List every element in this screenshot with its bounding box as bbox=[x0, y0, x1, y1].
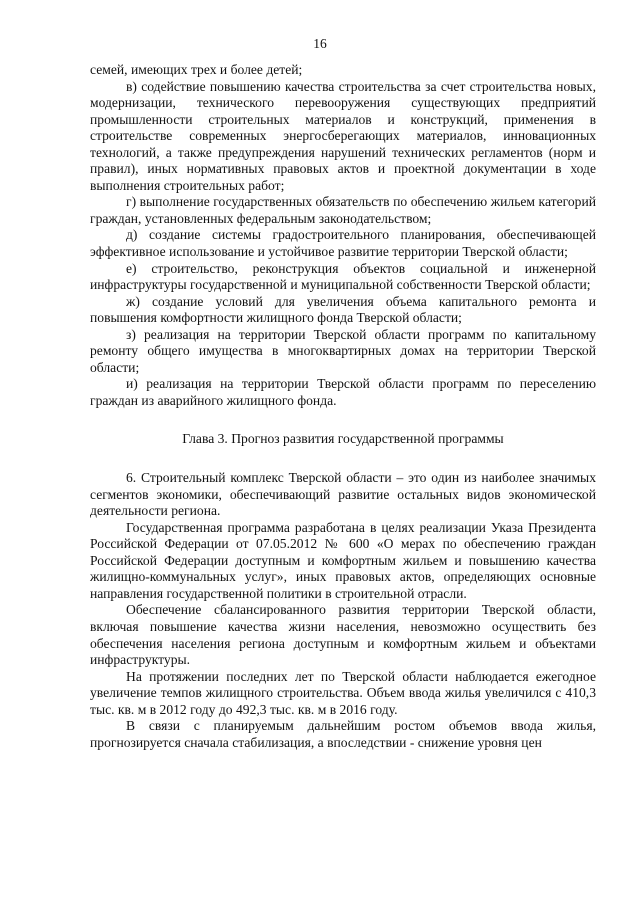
list-item-z: з) реализация на территории Тверской области программ по капитальному ремонту общего имущества в многоквартирных домах на территории Тверской области; bbox=[90, 326, 596, 375]
page-number: 16 bbox=[313, 36, 327, 51]
paragraph-continuation: семей, имеющих трех и более детей; bbox=[90, 62, 303, 77]
list-item-e: е) строительство, реконструкция объектов социальной и инженерной инфраструктуры государственной и муниципальной собственности Тверской области; bbox=[90, 260, 596, 293]
document-body bbox=[90, 62, 596, 751]
paragraph-6: 6. Строительный комплекс Тверской области – это один из наиболее значимых сегментов экономики, обеспечивающий развитие остальных видов экономической деятельности региона. bbox=[90, 470, 596, 519]
paragraph-price-forecast: В связи с планируемым дальнейшим ростом объемов ввода жилья, прогнозируется сначала стабилизация, а впоследствии - снижение уровня цен bbox=[90, 718, 596, 750]
list-item-d: д) создание системы градостроительного планирования, обеспечивающей эффективное использование и устойчивое развитие территории Тверской области; bbox=[90, 227, 596, 260]
list-item-g: г) выполнение государственных обязательств по обеспечению жильем категорий граждан, установленных федеральным законодательством; bbox=[90, 194, 596, 226]
chapter-title: Глава 3. Прогноз развития государственной программы bbox=[182, 431, 504, 447]
paragraph-housing-growth: На протяжении последних лет по Тверской области наблюдается ежегодное увеличение темпов жилищного строительства. Объем ввода жилья увеличился с 410,3 тыс. кв. м в 2012 году до 492,3 тыс. кв. м в 2016 году. bbox=[90, 668, 596, 717]
paragraph-program-purpose: Государственная программа разработана в целях реализации Указа Президента Российской Федерации от 07.05.2012 № 600 «О мерах по обеспечению граждан Российской Федерации доступным и комфортным жильем и повышению качества жилищно-коммунальных услуг», иных правовых актов, определяющих основные направления государственной политики в строительной отрасли. bbox=[90, 519, 596, 601]
list-item-zh: ж) создание условий для увеличения объема капитального ремонта и повышения комфортности жилищного фонда Тверской области; bbox=[90, 293, 596, 326]
list-item-v: в) содействие повышению качества строительства за счет строительства новых, модернизации, технического перевооружения существующих предприятий промышленности строительных материалов и конструкций, применения в строительстве современных энергосберегающих материалов, инновационных технологий, а также предупреждения нарушений технических регламентов (норм и правил), иных нормативных правовых актов и проектной документации в ходе выполнения строительных работ; bbox=[90, 78, 596, 193]
list-item-i: и) реализация на территории Тверской области программ по переселению граждан из аварийного жилищного фонда. bbox=[90, 376, 596, 408]
paragraph-balanced-development: Обеспечение сбалансированного развития территории Тверской области, включая повышение качества жизни населения, невозможно осуществить без обеспечения населения региона доступным и комфортным жильем и объектами инфраструктуры. bbox=[90, 602, 596, 668]
